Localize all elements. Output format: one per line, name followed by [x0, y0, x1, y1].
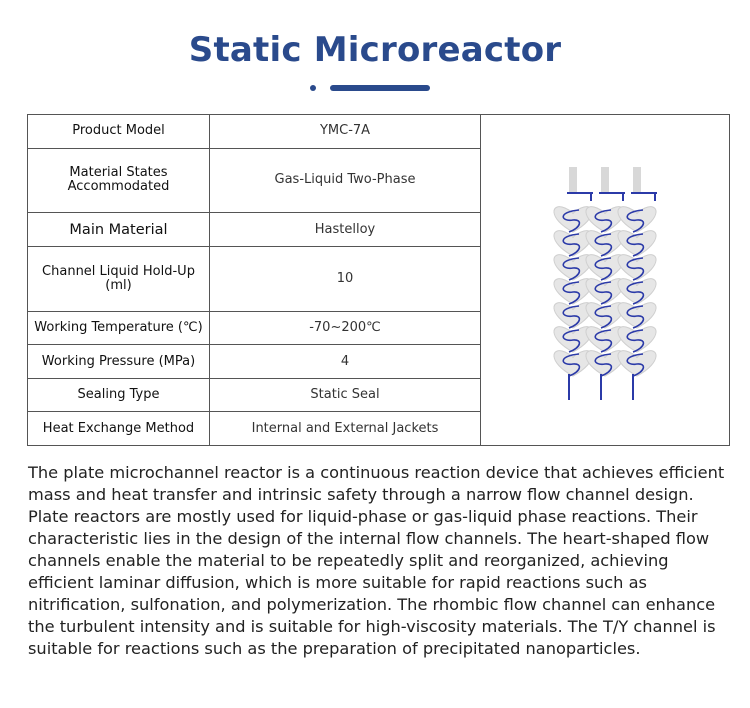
page-title: Static Microreactor: [188, 30, 562, 70]
spec-value: 10: [210, 246, 481, 311]
spec-value: YMC-7A: [210, 115, 481, 149]
title-decoration-bar: [330, 85, 430, 91]
spec-value: Internal and External Jackets: [210, 412, 481, 446]
spec-label: Sealing Type: [28, 378, 210, 412]
spec-label: Product Model: [28, 115, 210, 149]
spec-value: Hastelloy: [210, 213, 481, 247]
spec-label: Channel Liquid Hold-Up (ml): [28, 246, 210, 311]
table-row: [28, 115, 730, 149]
spec-value: 4: [210, 345, 481, 379]
channel-inlet-line: [567, 193, 593, 201]
spec-value: Static Seal: [210, 378, 481, 412]
title-decoration-dot: [310, 85, 316, 91]
description-paragraph: The plate microchannel reactor is a continuous reaction device that achieves efficient mass and heat transfer and intrinsic safety through a narrow flow channel design. Plate reactors are mostly used for liquid-phase or gas-liquid phase reactions. Their characteristic lies in the design of the internal flow channels. The heart-shaped flow channels enable the material to be repeatedly split and reorganized, achieving efficient laminar diffusion, which is more suitable for rapid reactions such as nitrification, sulfonation, and polymerization. The rhombic flow channel can enhance the turbulent intensity and is suitable for high-viscosity materials. The T/Y channel is suitable for reactions such as the preparation of precipitated nanoparticles.: [28, 463, 725, 658]
channel-inlet-line: [631, 193, 657, 201]
channel-inlet: [601, 167, 609, 193]
heart-channel-diagram: [485, 115, 725, 445]
reactor-image-cell: [481, 115, 730, 446]
spec-table: [27, 114, 730, 446]
spec-label: Material States Accommodated: [28, 148, 210, 213]
spec-label: Working Pressure (MPa): [28, 345, 210, 379]
channel-inlet: [569, 167, 577, 193]
spec-value: -70~200℃: [210, 311, 481, 345]
channel-inlet-line: [599, 193, 625, 201]
channel-inlet: [633, 167, 641, 193]
spec-label: Heat Exchange Method: [28, 412, 210, 446]
spec-label: Working Temperature (℃): [28, 311, 210, 345]
spec-label: Main Material: [28, 213, 210, 247]
spec-value: Gas-Liquid Two-Phase: [210, 148, 481, 213]
